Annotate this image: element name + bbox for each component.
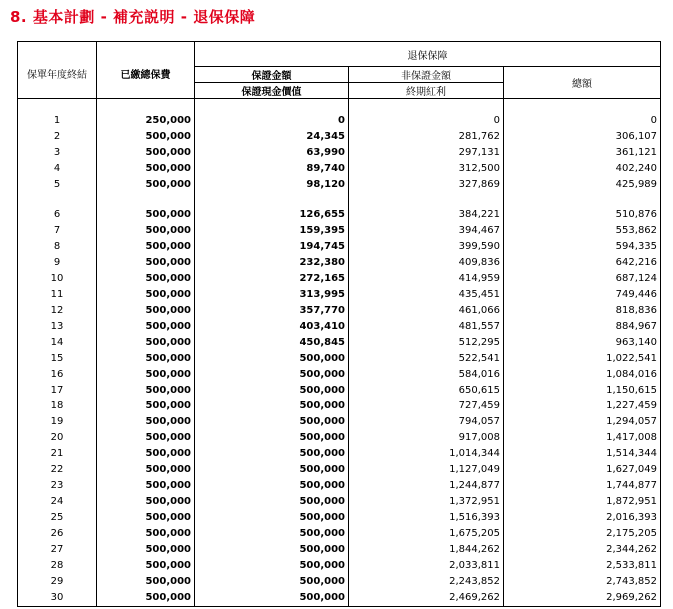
header-non-guaranteed-amount: 非保證金額 <box>349 67 504 83</box>
table-row <box>18 430 661 446</box>
cell-policy-year: 29 <box>18 574 97 590</box>
cell-total-premium: 500,000 <box>97 161 195 177</box>
cell-guaranteed-cash-value: 272,165 <box>195 271 349 287</box>
cell-terminal-bonus: 399,590 <box>349 239 504 255</box>
cell-total-premium: 500,000 <box>97 398 195 414</box>
cell-policy-year: 17 <box>18 383 97 399</box>
cell-guaranteed-cash-value: 500,000 <box>195 510 349 526</box>
table-row <box>18 271 661 287</box>
cell-total-premium: 500,000 <box>97 462 195 478</box>
cell-total-premium: 500,000 <box>97 542 195 558</box>
cell-total: 306,107 <box>504 129 661 145</box>
cell-total-premium: 500,000 <box>97 271 195 287</box>
table-row <box>18 414 661 430</box>
table-row <box>18 558 661 574</box>
cell-terminal-bonus: 2,243,852 <box>349 574 504 590</box>
cell-guaranteed-cash-value: 500,000 <box>195 383 349 399</box>
cell-terminal-bonus: 394,467 <box>349 223 504 239</box>
cell-total: 2,743,852 <box>504 574 661 590</box>
cell-total: 0 <box>504 113 661 129</box>
cell-total: 642,216 <box>504 255 661 271</box>
cell-total-premium: 500,000 <box>97 223 195 239</box>
cell-total: 1,627,049 <box>504 462 661 478</box>
cell-guaranteed-cash-value: 500,000 <box>195 574 349 590</box>
cell-policy-year: 7 <box>18 223 97 239</box>
cell-total-premium: 500,000 <box>97 590 195 606</box>
table-row <box>18 335 661 351</box>
cell-total-premium: 500,000 <box>97 526 195 542</box>
cell-total: 1,227,459 <box>504 398 661 414</box>
cell-total-premium: 500,000 <box>97 145 195 161</box>
cell-total: 2,016,393 <box>504 510 661 526</box>
cell-guaranteed-cash-value: 500,000 <box>195 542 349 558</box>
cell-total-premium: 500,000 <box>97 446 195 462</box>
spacer-cell <box>504 99 661 114</box>
cell-terminal-bonus: 917,008 <box>349 430 504 446</box>
cell-total: 2,969,262 <box>504 590 661 606</box>
cell-total-premium: 500,000 <box>97 239 195 255</box>
cell-total: 594,335 <box>504 239 661 255</box>
table-row <box>18 303 661 319</box>
cell-total-premium: 500,000 <box>97 351 195 367</box>
cell-policy-year: 27 <box>18 542 97 558</box>
table-row <box>18 351 661 367</box>
table-row <box>18 255 661 271</box>
surrender-benefit-table <box>17 41 661 607</box>
cell-terminal-bonus: 1,675,205 <box>349 526 504 542</box>
cell-guaranteed-cash-value: 500,000 <box>195 590 349 606</box>
cell-policy-year: 13 <box>18 319 97 335</box>
cell-guaranteed-cash-value: 500,000 <box>195 398 349 414</box>
cell-terminal-bonus: 1,244,877 <box>349 478 504 494</box>
cell-total: 1,514,344 <box>504 446 661 462</box>
table-row <box>18 478 661 494</box>
table-body <box>18 99 661 607</box>
cell-guaranteed-cash-value: 500,000 <box>195 478 349 494</box>
cell-terminal-bonus: 1,844,262 <box>349 542 504 558</box>
table-row <box>18 223 661 239</box>
cell-terminal-bonus: 522,541 <box>349 351 504 367</box>
cell-total: 687,124 <box>504 271 661 287</box>
cell-policy-year: 19 <box>18 414 97 430</box>
cell-total: 510,876 <box>504 207 661 223</box>
cell-guaranteed-cash-value: 0 <box>195 113 349 129</box>
cell-policy-year: 15 <box>18 351 97 367</box>
table-row <box>18 510 661 526</box>
spacer-cell <box>97 193 195 207</box>
cell-policy-year: 11 <box>18 287 97 303</box>
table-row <box>18 526 661 542</box>
cell-terminal-bonus: 297,131 <box>349 145 504 161</box>
spacer-cell <box>18 193 97 207</box>
cell-policy-year: 1 <box>18 113 97 129</box>
table-row <box>18 542 661 558</box>
cell-guaranteed-cash-value: 24,345 <box>195 129 349 145</box>
table-row <box>18 207 661 223</box>
cell-terminal-bonus: 794,057 <box>349 414 504 430</box>
cell-terminal-bonus: 512,295 <box>349 335 504 351</box>
cell-policy-year: 2 <box>18 129 97 145</box>
cell-terminal-bonus: 481,557 <box>349 319 504 335</box>
spacer-row <box>18 99 661 114</box>
table-row <box>18 494 661 510</box>
cell-terminal-bonus: 2,469,262 <box>349 590 504 606</box>
cell-terminal-bonus: 414,959 <box>349 271 504 287</box>
table-row <box>18 145 661 161</box>
table-header <box>18 42 661 99</box>
cell-guaranteed-cash-value: 500,000 <box>195 494 349 510</box>
cell-total-premium: 500,000 <box>97 319 195 335</box>
cell-policy-year: 5 <box>18 177 97 193</box>
cell-terminal-bonus: 584,016 <box>349 367 504 383</box>
cell-total: 1,022,541 <box>504 351 661 367</box>
cell-policy-year: 18 <box>18 398 97 414</box>
table-row <box>18 129 661 145</box>
cell-policy-year: 4 <box>18 161 97 177</box>
cell-guaranteed-cash-value: 126,655 <box>195 207 349 223</box>
cell-terminal-bonus: 384,221 <box>349 207 504 223</box>
spacer-cell <box>195 193 349 207</box>
cell-policy-year: 21 <box>18 446 97 462</box>
cell-total: 553,862 <box>504 223 661 239</box>
cell-policy-year: 9 <box>18 255 97 271</box>
cell-total: 1,872,951 <box>504 494 661 510</box>
cell-terminal-bonus: 461,066 <box>349 303 504 319</box>
header-guaranteed-cash-value: 保證現金價值 <box>195 83 349 99</box>
cell-total-premium: 500,000 <box>97 383 195 399</box>
cell-total-premium: 500,000 <box>97 574 195 590</box>
table-row <box>18 446 661 462</box>
cell-guaranteed-cash-value: 500,000 <box>195 414 349 430</box>
cell-policy-year: 26 <box>18 526 97 542</box>
cell-guaranteed-cash-value: 98,120 <box>195 177 349 193</box>
table-row <box>18 462 661 478</box>
cell-total-premium: 500,000 <box>97 255 195 271</box>
cell-terminal-bonus: 327,869 <box>349 177 504 193</box>
cell-total-premium: 500,000 <box>97 303 195 319</box>
cell-total: 361,121 <box>504 145 661 161</box>
header-guaranteed-amount: 保證金額 <box>195 67 349 83</box>
cell-terminal-bonus: 650,615 <box>349 383 504 399</box>
cell-guaranteed-cash-value: 450,845 <box>195 335 349 351</box>
cell-policy-year: 25 <box>18 510 97 526</box>
cell-guaranteed-cash-value: 500,000 <box>195 430 349 446</box>
cell-total: 1,417,008 <box>504 430 661 446</box>
cell-total-premium: 500,000 <box>97 430 195 446</box>
cell-policy-year: 20 <box>18 430 97 446</box>
cell-policy-year: 12 <box>18 303 97 319</box>
cell-guaranteed-cash-value: 159,395 <box>195 223 349 239</box>
cell-guaranteed-cash-value: 232,380 <box>195 255 349 271</box>
spacer-cell <box>504 193 661 207</box>
spacer-row <box>18 193 661 207</box>
cell-total: 963,140 <box>504 335 661 351</box>
cell-total: 818,836 <box>504 303 661 319</box>
cell-guaranteed-cash-value: 500,000 <box>195 558 349 574</box>
cell-policy-year: 22 <box>18 462 97 478</box>
cell-total-premium: 500,000 <box>97 177 195 193</box>
cell-terminal-bonus: 0 <box>349 113 504 129</box>
cell-total: 1,294,057 <box>504 414 661 430</box>
cell-policy-year: 3 <box>18 145 97 161</box>
cell-guaranteed-cash-value: 500,000 <box>195 367 349 383</box>
cell-terminal-bonus: 727,459 <box>349 398 504 414</box>
table-row <box>18 398 661 414</box>
cell-terminal-bonus: 1,127,049 <box>349 462 504 478</box>
cell-terminal-bonus: 1,516,393 <box>349 510 504 526</box>
cell-total: 402,240 <box>504 161 661 177</box>
header-policy-year: 保單年度終結 <box>18 42 97 99</box>
table-row <box>18 367 661 383</box>
spacer-cell <box>349 99 504 114</box>
cell-total-premium: 500,000 <box>97 129 195 145</box>
cell-terminal-bonus: 435,451 <box>349 287 504 303</box>
header-total-premium: 已繳總保費 <box>97 42 195 99</box>
spacer-cell <box>97 99 195 114</box>
table-row <box>18 177 661 193</box>
cell-policy-year: 16 <box>18 367 97 383</box>
header-total-amount: 總額 <box>504 67 661 99</box>
cell-policy-year: 23 <box>18 478 97 494</box>
header-surrender-benefit: 退保保障 <box>195 42 661 67</box>
cell-total-premium: 500,000 <box>97 494 195 510</box>
table-row <box>18 574 661 590</box>
cell-guaranteed-cash-value: 357,770 <box>195 303 349 319</box>
cell-terminal-bonus: 1,372,951 <box>349 494 504 510</box>
cell-total: 2,533,811 <box>504 558 661 574</box>
table-row <box>18 590 661 606</box>
cell-total-premium: 500,000 <box>97 414 195 430</box>
cell-total-premium: 500,000 <box>97 367 195 383</box>
table-row <box>18 383 661 399</box>
cell-guaranteed-cash-value: 403,410 <box>195 319 349 335</box>
cell-total: 1,744,877 <box>504 478 661 494</box>
cell-total: 884,967 <box>504 319 661 335</box>
cell-guaranteed-cash-value: 500,000 <box>195 446 349 462</box>
cell-policy-year: 28 <box>18 558 97 574</box>
cell-total: 2,175,205 <box>504 526 661 542</box>
cell-guaranteed-cash-value: 89,740 <box>195 161 349 177</box>
cell-total: 425,989 <box>504 177 661 193</box>
cell-policy-year: 6 <box>18 207 97 223</box>
header-terminal-bonus: 終期紅利 <box>349 83 504 99</box>
cell-policy-year: 30 <box>18 590 97 606</box>
cell-total: 2,344,262 <box>504 542 661 558</box>
cell-terminal-bonus: 409,836 <box>349 255 504 271</box>
table-row <box>18 161 661 177</box>
cell-total-premium: 500,000 <box>97 478 195 494</box>
table-row <box>18 113 661 129</box>
cell-total-premium: 500,000 <box>97 207 195 223</box>
cell-terminal-bonus: 1,014,344 <box>349 446 504 462</box>
cell-terminal-bonus: 2,033,811 <box>349 558 504 574</box>
cell-policy-year: 14 <box>18 335 97 351</box>
cell-guaranteed-cash-value: 63,990 <box>195 145 349 161</box>
cell-total-premium: 500,000 <box>97 510 195 526</box>
cell-total-premium: 500,000 <box>97 287 195 303</box>
cell-total: 1,150,615 <box>504 383 661 399</box>
cell-total-premium: 250,000 <box>97 113 195 129</box>
cell-total-premium: 500,000 <box>97 558 195 574</box>
cell-guaranteed-cash-value: 500,000 <box>195 462 349 478</box>
spacer-cell <box>349 193 504 207</box>
cell-policy-year: 24 <box>18 494 97 510</box>
table-row <box>18 287 661 303</box>
cell-guaranteed-cash-value: 500,000 <box>195 526 349 542</box>
cell-terminal-bonus: 281,762 <box>349 129 504 145</box>
spacer-cell <box>195 99 349 114</box>
cell-guaranteed-cash-value: 194,745 <box>195 239 349 255</box>
cell-terminal-bonus: 312,500 <box>349 161 504 177</box>
cell-policy-year: 10 <box>18 271 97 287</box>
cell-guaranteed-cash-value: 313,995 <box>195 287 349 303</box>
table-row <box>18 239 661 255</box>
cell-total-premium: 500,000 <box>97 335 195 351</box>
table-row <box>18 319 661 335</box>
spacer-cell <box>18 99 97 114</box>
cell-total: 1,084,016 <box>504 367 661 383</box>
cell-policy-year: 8 <box>18 239 97 255</box>
page-title: 8. 基本計劃 - 補充説明 - 退保保障 <box>10 8 256 26</box>
cell-total: 749,446 <box>504 287 661 303</box>
cell-guaranteed-cash-value: 500,000 <box>195 351 349 367</box>
